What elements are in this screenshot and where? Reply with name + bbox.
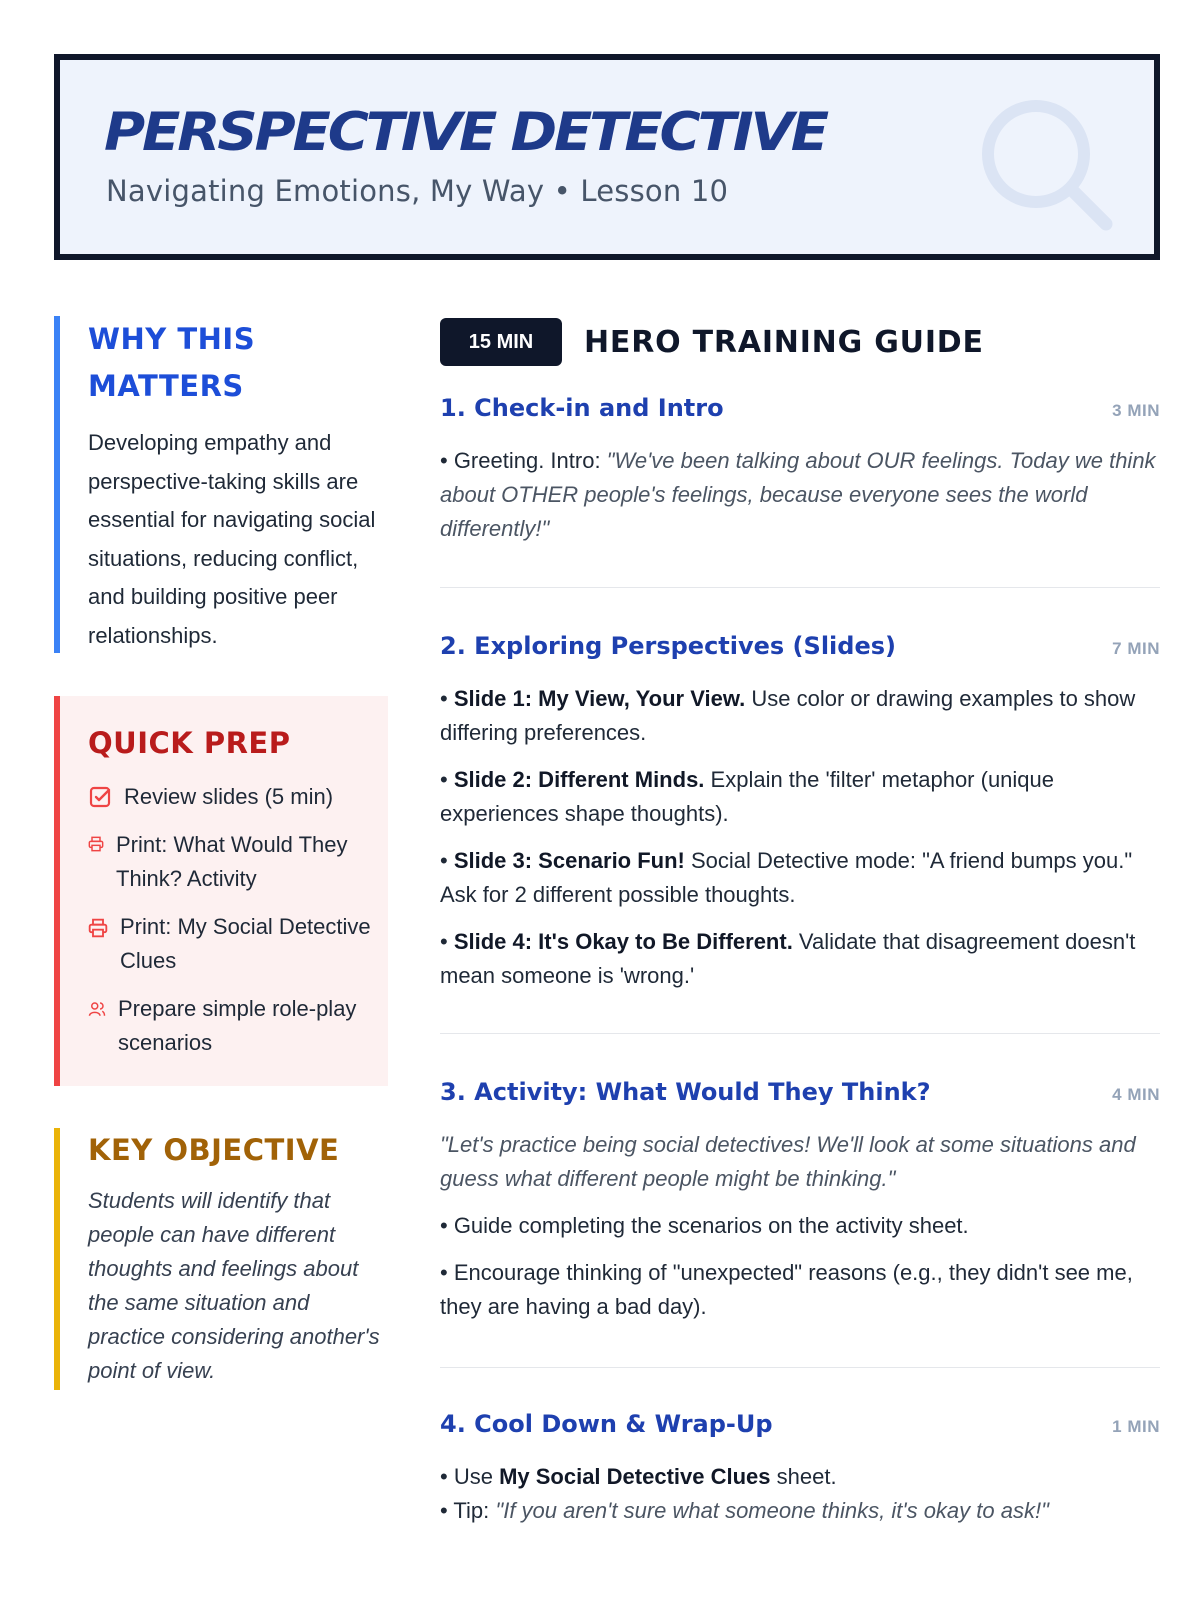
- prep-item: Review slides (5 min): [88, 780, 388, 814]
- prep-item: Print: What Would They Think? Activity: [88, 828, 388, 896]
- users-icon: [88, 1000, 106, 1018]
- section-divider: [440, 587, 1160, 588]
- section-time: 1 MIN: [1112, 1417, 1160, 1436]
- activity-item: • Guide completing the scenarios on the activity sheet.: [440, 1213, 969, 1238]
- prep-item: Prepare simple role-play scenarios: [88, 992, 388, 1060]
- section-divider: [440, 1033, 1160, 1034]
- why-text: Developing empathy and perspective-taking skills are essential for navigating social situations, reducing conflict, and building positive peer relationships.: [88, 430, 376, 648]
- prep-item: Print: My Social Detective Clues: [88, 910, 388, 978]
- objective-heading: KEY OBJECTIVE: [88, 1133, 340, 1167]
- guide-section-4: [440, 1410, 1160, 1528]
- quick-prep-panel: [54, 696, 388, 1086]
- printer-icon: [88, 836, 104, 852]
- guide-section-1: [440, 394, 1160, 559]
- slide-item: • Slide 3: Scenario Fun! Social Detective mode: "A friend bumps you." Ask for 2 different possible thoughts.: [440, 848, 1133, 907]
- slide-item: • Slide 1: My View, Your View. Use color or drawing examples to show differing preferences.: [440, 686, 1136, 745]
- prep-heading: QUICK PREP: [88, 726, 291, 760]
- guide-section-3: [440, 1078, 1160, 1337]
- section-time: 7 MIN: [1112, 639, 1160, 658]
- guide-title: HERO TRAINING GUIDE: [584, 324, 984, 360]
- why-heading: WHY THIS MATTERS: [88, 322, 256, 403]
- prep-list: [88, 780, 388, 1060]
- printer-icon: [88, 918, 108, 938]
- section-time: 3 MIN: [1112, 401, 1160, 420]
- why-this-matters-panel: [54, 316, 388, 653]
- section-text: • Greeting. Intro: "We've been talking about OUR feelings. Today we think about OTHER people's feelings, because everyone sees the world differently!": [440, 448, 1156, 541]
- checkbox-icon: [88, 785, 112, 809]
- section-title: 1. Check-in and Intro: [440, 394, 724, 422]
- slide-item: • Slide 2: Different Minds. Explain the 'filter' metaphor (unique experiences shape thoughts).: [440, 767, 1055, 826]
- guide-section-2: [440, 632, 1160, 1006]
- section-title: 2. Exploring Perspectives (Slides): [440, 632, 896, 660]
- page-subtitle: Navigating Emotions, My Way • Lesson 10: [106, 174, 729, 208]
- duration-badge: 15 MIN: [440, 318, 562, 366]
- header-banner: [54, 54, 1160, 260]
- guide-header: [440, 318, 984, 366]
- wrapup-tip: • Tip: "If you aren't sure what someone thinks, it's okay to ask!": [440, 1498, 1049, 1523]
- section-time: 4 MIN: [1112, 1085, 1160, 1104]
- wrapup-item: • Use My Social Detective Clues sheet.: [440, 1464, 837, 1489]
- section-divider: [440, 1367, 1160, 1368]
- magnifier-icon: [978, 96, 1120, 238]
- activity-item: • Encourage thinking of "unexpected" reasons (e.g., they didn't see me, they are having a bad day).: [440, 1260, 1133, 1319]
- page-title: PERSPECTIVE DETECTIVE: [104, 102, 826, 163]
- key-objective-panel: [54, 1128, 388, 1390]
- section-title: 3. Activity: What Would They Think?: [440, 1078, 931, 1106]
- objective-text: Students will identify that people can have different thoughts and feelings about the same situation and practice considering another's point of view.: [88, 1188, 380, 1383]
- activity-quote: "Let's practice being social detectives! We'll look at some situations and guess what different people might be thinking.": [440, 1132, 1136, 1191]
- section-title: 4. Cool Down & Wrap-Up: [440, 1410, 773, 1438]
- slide-item: • Slide 4: It's Okay to Be Different. Validate that disagreement doesn't mean someone is 'wrong.': [440, 929, 1136, 988]
